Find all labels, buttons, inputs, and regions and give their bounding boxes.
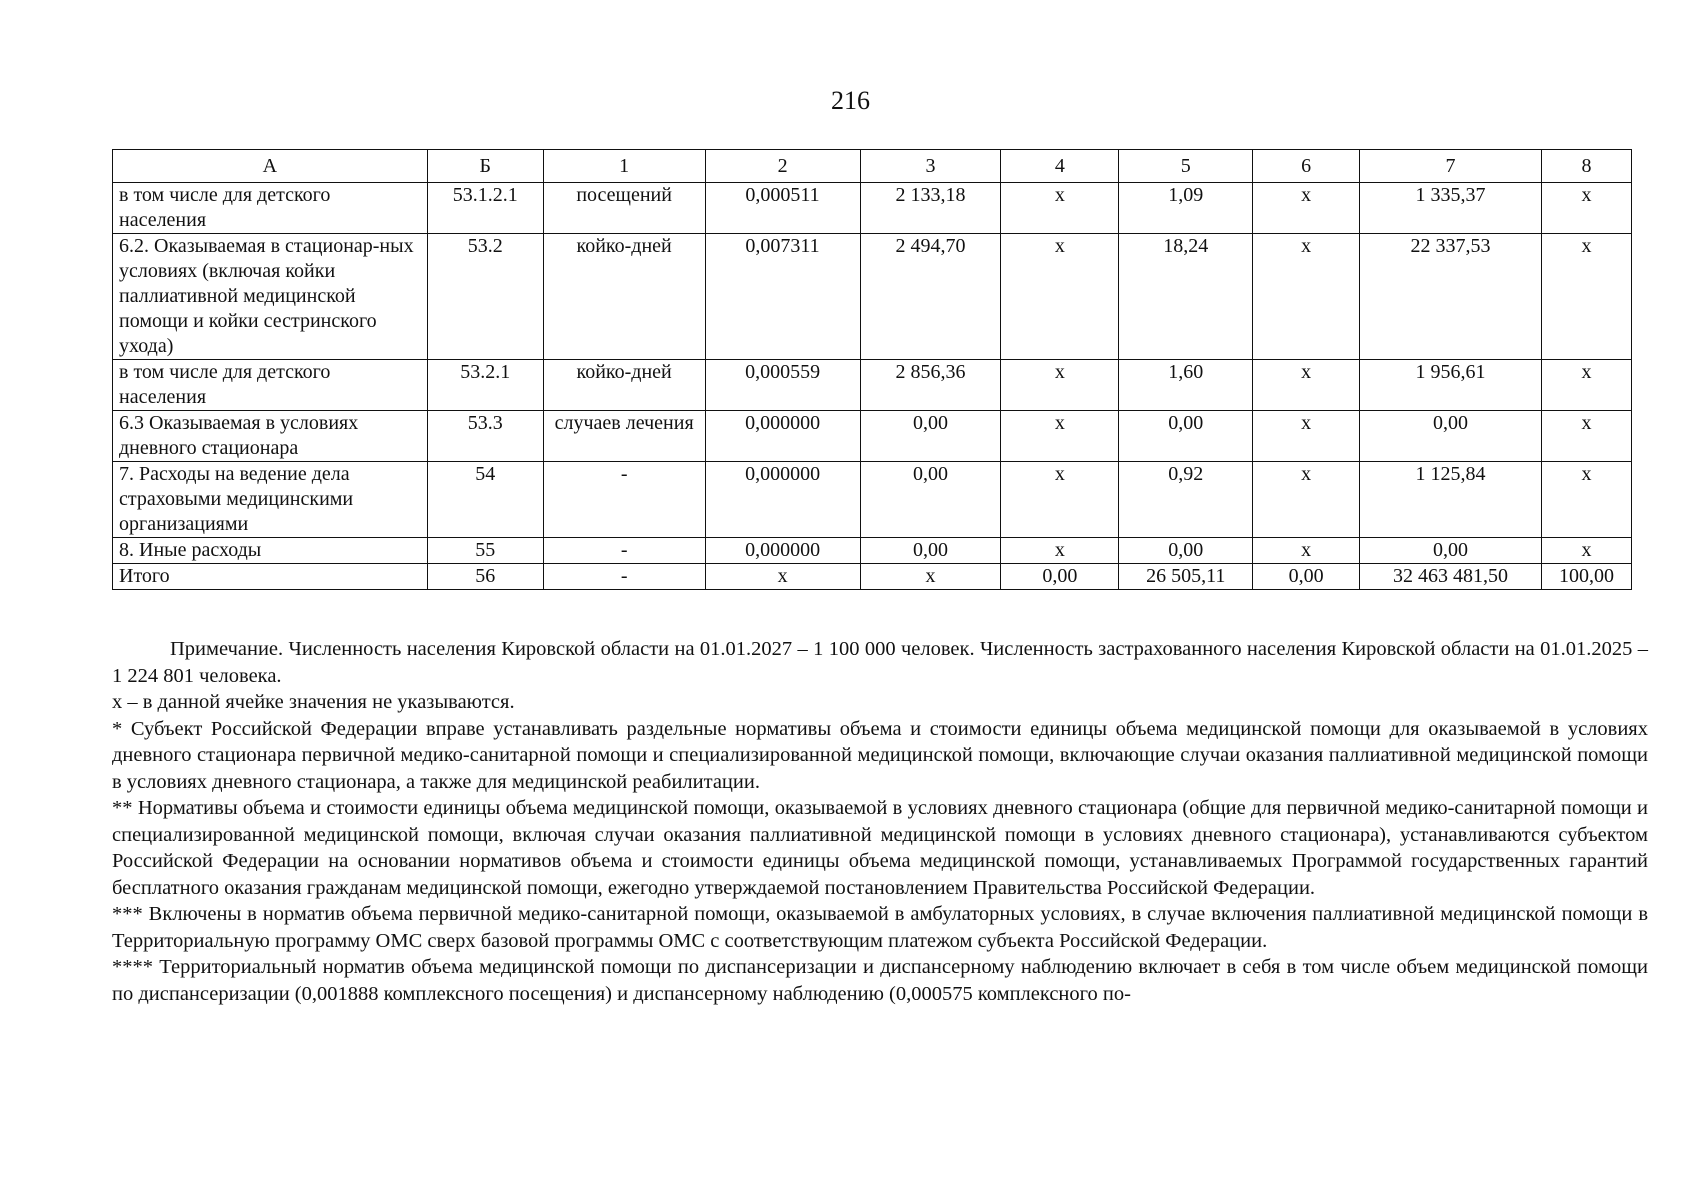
cell-value: 1 125,84 — [1360, 462, 1542, 538]
cell-value: х — [1541, 360, 1631, 411]
page-number: 216 — [831, 86, 870, 115]
cell-value: 0,000000 — [705, 538, 860, 564]
cell-value: 22 337,53 — [1360, 234, 1542, 360]
data-table — [112, 149, 1632, 590]
cell-value: х — [705, 564, 860, 590]
table-row — [113, 411, 1632, 462]
row-code: 53.1.2.1 — [427, 183, 543, 234]
table-row — [113, 360, 1632, 411]
row-unit: - — [543, 538, 705, 564]
row-name: 8. Иные расходы — [113, 538, 428, 564]
table-row — [113, 183, 1632, 234]
cell-value: х — [1541, 183, 1631, 234]
row-code: 53.2.1 — [427, 360, 543, 411]
table-row — [113, 462, 1632, 538]
cell-value: 0,92 — [1119, 462, 1253, 538]
cell-value: х — [1253, 183, 1360, 234]
cell-value: х — [1001, 538, 1119, 564]
cell-value: 0,000559 — [705, 360, 860, 411]
cell-value: 0,000000 — [705, 411, 860, 462]
row-code: 54 — [427, 462, 543, 538]
cell-value: 1,09 — [1119, 183, 1253, 234]
cell-value: х — [1001, 360, 1119, 411]
cell-value: 0,000511 — [705, 183, 860, 234]
row-code: 55 — [427, 538, 543, 564]
cell-value: х — [1001, 411, 1119, 462]
note-footnote-1: * Субъект Российской Федерации вправе устанавливать раздельные нормативы объема и стоимости единицы объема медицинской помощи для оказываемой в условиях дневного стационара первичной медико-санитарной помощи и специализированной медицинской помощи, включающие случаи оказания паллиативной медицинской помощи в условиях дневного стационара, а также для медицинской реабилитации. — [112, 717, 1648, 793]
cell-value: х — [1001, 462, 1119, 538]
row-code: 53.3 — [427, 411, 543, 462]
col-header: 2 — [705, 150, 860, 183]
cell-value: х — [1001, 234, 1119, 360]
cell-value: 0,00 — [1119, 411, 1253, 462]
col-header: 7 — [1360, 150, 1542, 183]
row-unit: - — [543, 564, 705, 590]
cell-value: 0,007311 — [705, 234, 860, 360]
cell-value: х — [1253, 538, 1360, 564]
row-name: Итого — [113, 564, 428, 590]
cell-value: 1,60 — [1119, 360, 1253, 411]
cell-value: х — [1253, 411, 1360, 462]
cell-value: 32 463 481,50 — [1360, 564, 1542, 590]
cell-value: х — [1541, 234, 1631, 360]
table-row — [113, 234, 1632, 360]
cell-value: 0,00 — [1360, 538, 1542, 564]
cell-value: 0,00 — [860, 411, 1001, 462]
cell-value: х — [1541, 411, 1631, 462]
row-name: 6.2. Оказываемая в стационар-ных условиях (включая койки паллиативной медицинской помощи и койки сестринского ухода) — [113, 234, 428, 360]
row-unit: - — [543, 462, 705, 538]
cell-value: х — [860, 564, 1001, 590]
cell-value: х — [1253, 234, 1360, 360]
col-header: 5 — [1119, 150, 1253, 183]
cell-value: х — [1253, 360, 1360, 411]
cell-value: 2 494,70 — [860, 234, 1001, 360]
col-header: 8 — [1541, 150, 1631, 183]
row-unit: койко-дней — [543, 234, 705, 360]
row-name: в том числе для детского населения — [113, 360, 428, 411]
cell-value: 100,00 — [1541, 564, 1631, 590]
table-header-row — [113, 150, 1632, 183]
col-header: 4 — [1001, 150, 1119, 183]
note-population: Примечание. Численность населения Кировской области на 01.01.2027 – 1 100 000 человек. Численность застрахованного населения Кировской области на 01.01.2025 – 1 224 801 человека. — [112, 638, 1648, 687]
cell-value: 0,000000 — [705, 462, 860, 538]
col-header: 6 — [1253, 150, 1360, 183]
cell-value: х — [1001, 183, 1119, 234]
cell-value: 0,00 — [860, 462, 1001, 538]
cell-value: 2 856,36 — [860, 360, 1001, 411]
cell-value: 2 133,18 — [860, 183, 1001, 234]
cell-value: 0,00 — [860, 538, 1001, 564]
cell-value: 0,00 — [1253, 564, 1360, 590]
cell-value: х — [1253, 462, 1360, 538]
cell-value: х — [1541, 462, 1631, 538]
cell-value: 1 956,61 — [1360, 360, 1542, 411]
row-code: 53.2 — [427, 234, 543, 360]
cell-value: 26 505,11 — [1119, 564, 1253, 590]
col-header: Б — [427, 150, 543, 183]
row-name: в том числе для детского населения — [113, 183, 428, 234]
cell-value: х — [1541, 538, 1631, 564]
row-unit: койко-дней — [543, 360, 705, 411]
table-total-row — [113, 564, 1632, 590]
row-code: 56 — [427, 564, 543, 590]
col-header: 1 — [543, 150, 705, 183]
col-header: А — [113, 150, 428, 183]
note-footnote-3: *** Включены в норматив объема первичной медико-санитарной помощи, оказываемой в амбулаторных условиях, в случае включения паллиативной медицинской помощи в Территориальную программу ОМС сверх базовой программы ОМС с соответствующим платежом субъекта Российской Федерации. — [112, 903, 1648, 952]
cell-value: 18,24 — [1119, 234, 1253, 360]
row-name: 7. Расходы на ведение дела страховыми медицинскими организациями — [113, 462, 428, 538]
note-footnote-2: ** Нормативы объема и стоимости единицы объема медицинской помощи, оказываемой в условиях дневного стационара (общие для первичной медико-санитарной помощи и специализированной медицинской помощи, включая случаи оказания паллиативной медицинской помощи в условиях дневного стационара), устанавливаются субъектом Российской Федерации на основании нормативов объема и стоимости единицы объема медицинской помощи, устанавливаемых Программой государственных гарантий бесплатного оказания гражданам медицинской помощи, ежегодно утверждаемой постановлением Правительства Российской Федерации. — [112, 797, 1648, 899]
col-header: 3 — [860, 150, 1001, 183]
cell-value: 1 335,37 — [1360, 183, 1542, 234]
cell-value: 0,00 — [1360, 411, 1542, 462]
notes-section — [112, 636, 1648, 1007]
row-unit: случаев лечения — [543, 411, 705, 462]
note-footnote-4: **** Территориальный норматив объема медицинской помощи по диспансеризации и диспансерному наблюдению включает в себя в том числе объем медицинской помощи по диспансеризации (0,001888 комплексного посещения) и диспансерному наблюдению (0,000575 комплексного по- — [112, 956, 1648, 1005]
cell-value: 0,00 — [1119, 538, 1253, 564]
row-unit: посещений — [543, 183, 705, 234]
cell-value: 0,00 — [1001, 564, 1119, 590]
table-row — [113, 538, 1632, 564]
row-name: 6.3 Оказываемая в условиях дневного стационара — [113, 411, 428, 462]
note-x-legend: х – в данной ячейке значения не указываются. — [112, 691, 515, 713]
